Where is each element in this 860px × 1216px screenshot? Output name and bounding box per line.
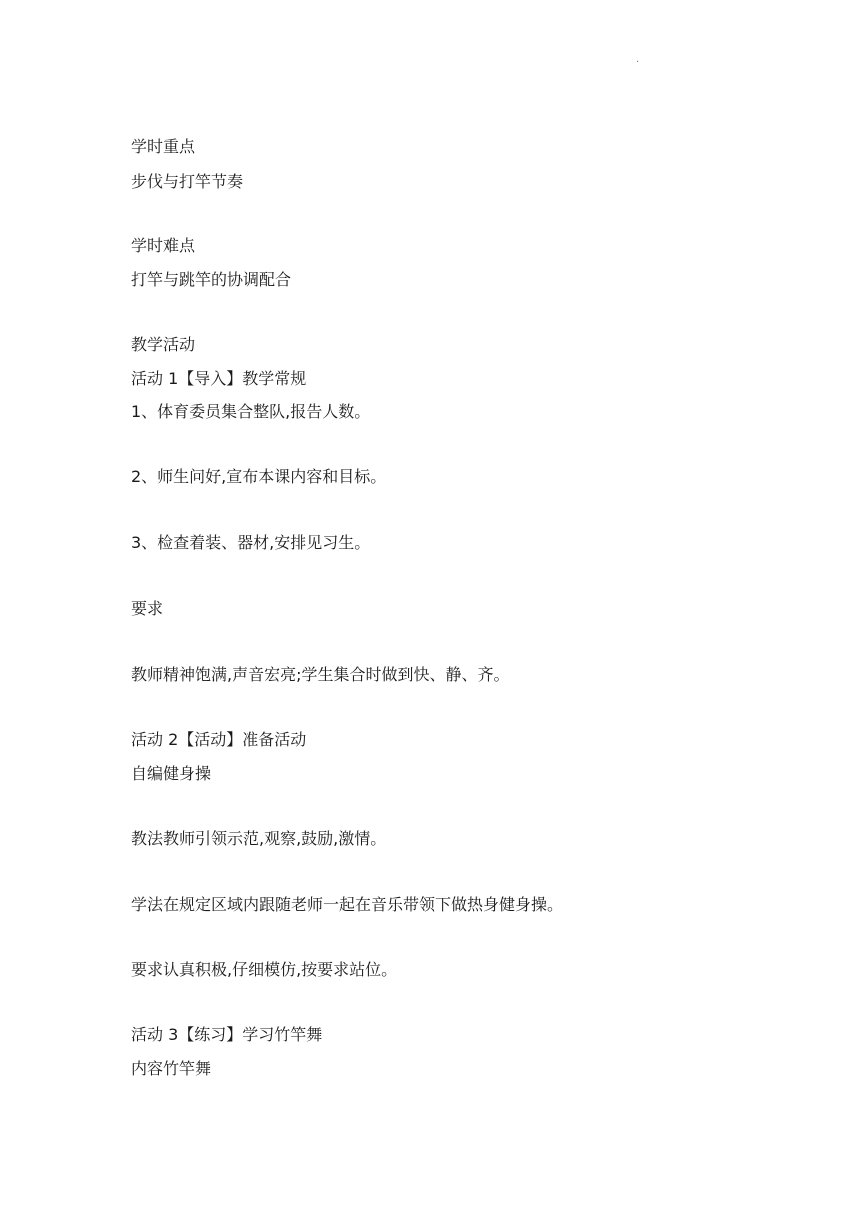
heading-key-point: 学时重点 xyxy=(131,137,196,156)
text-key-point: 步伐与打竿节奏 xyxy=(131,172,244,191)
activity-1-step-2: 2、师生问好,宣布本课内容和目标。 xyxy=(131,467,387,486)
text-requirements: 教师精神饱满,声音宏亮;学生集合时做到快、静、齐。 xyxy=(131,665,510,684)
heading-requirements: 要求 xyxy=(131,599,164,618)
activity-3-content: 内容竹竿舞 xyxy=(131,1059,212,1078)
text-difficulty: 打竿与跳竿的协调配合 xyxy=(131,270,292,289)
activity-3-title: 活动 3【练习】学习竹竿舞 xyxy=(131,1025,323,1044)
header-mark: . xyxy=(636,54,640,65)
heading-difficulty: 学时难点 xyxy=(131,236,196,255)
activity-2-content: 自编健身操 xyxy=(131,764,212,783)
activity-2-teaching-method: 教法教师引领示范,观察,鼓励,激情。 xyxy=(131,829,387,848)
activity-1-step-3: 3、检查着装、器材,安排见习生。 xyxy=(131,533,371,552)
activity-1-step-1: 1、体育委员集合整队,报告人数。 xyxy=(131,402,371,421)
activity-2-requirements: 要求认真积极,仔细模仿,按要求站位。 xyxy=(131,960,398,979)
activity-1-title: 活动 1【导入】教学常规 xyxy=(131,369,307,388)
activity-2-learning-method: 学法在规定区域内跟随老师一起在音乐带领下做热身健身操。 xyxy=(131,895,564,914)
activity-2-title: 活动 2【活动】准备活动 xyxy=(131,730,307,749)
heading-teaching-activities: 教学活动 xyxy=(131,335,196,354)
